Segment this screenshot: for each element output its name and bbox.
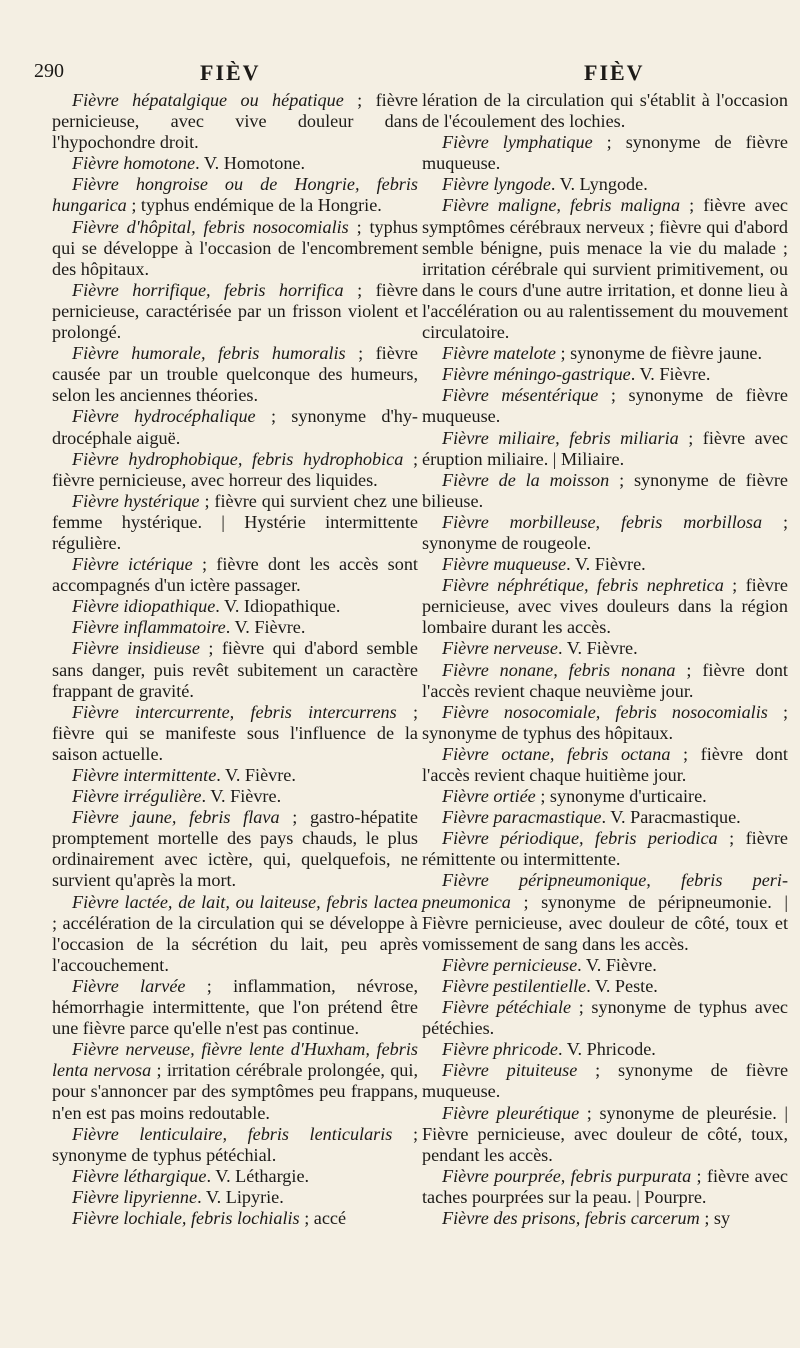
dictionary-entry: Fièvre lenticulaire, febris lenticularis ; synonyme de typhus pétéchial. xyxy=(52,1123,418,1165)
page-number: 290 xyxy=(34,60,64,82)
dictionary-entry: Fièvre irrégulière. V. Fièvre. xyxy=(72,786,282,807)
dictionary-entry: Fièvre nonane, febris nonana ; fièvre dont l'accès revient chaque neuvième jour. xyxy=(422,659,788,701)
dictionary-entry: Fièvre octane, febris octana ; fièvre dont l'accès revient chaque huitième jour. xyxy=(422,743,788,785)
dictionary-entry: Fièvre idiopathique. V. Idiopathique. xyxy=(72,596,341,617)
left-column xyxy=(52,90,418,1229)
dictionary-entry: Fièvre intermittente. V. Fièvre. xyxy=(72,765,296,785)
dictionary-entry: Fièvre phricode. V. Phricode. xyxy=(442,1039,656,1060)
dictionary-entry: Fièvre larvée ; inflammation, névrose, hémorrhagie intermittente, que l'on prétend être une fièvre parce qu'elle n'est pas continue. xyxy=(52,975,418,1039)
dictionary-entry: Fièvre pernicieuse. V. Fièvre. xyxy=(442,954,657,975)
dictionary-entry: Fièvre inflammatoire. V. Fièvre. xyxy=(72,617,306,638)
dictionary-entry: Fièvre pleurétique ; synonyme de pleurésie. | Fièvre pernicieuse, avec douleur de côté, toux, pendant les accès. xyxy=(422,1102,788,1165)
dictionary-entry: Fièvre hystérique ; fièvre qui survient chez une femme hystérique. | Hystérie intermittente régulière. xyxy=(52,490,419,553)
dictionary-entry: Fièvre nerveuse. V. Fièvre. xyxy=(442,638,638,659)
dictionary-entry: Fièvre lyngode. V. Lyngode. xyxy=(442,174,648,195)
dictionary-entry: Fièvre homotone. V. Homotone. xyxy=(72,153,306,174)
dictionary-entry: Fièvre périodique, febris periodica ; fièvre rémittente ou intermittente. xyxy=(422,828,788,870)
dictionary-entry: Fièvre hydrocéphalique ; synonyme d'hydrocéphale aiguë. xyxy=(52,406,418,448)
dictionary-entry: Fièvre horrifique, febris horrifica ; fièvre pernicieuse, caractérisée par un frisson violent et prolongé. xyxy=(52,279,418,343)
dictionary-entry: Fièvre ictérique ; fièvre dont les accès sont accompagnés d'un ictère passager. xyxy=(52,554,418,596)
dictionary-entry: lération de la circulation qui s'établit à l'occasion de l'écoulement des lochies. xyxy=(422,90,788,132)
dictionary-entry: Fièvre méningo-gastrique. V. Fièvre. xyxy=(442,364,711,385)
dictionary-entry: Fièvre des prisons, febris carcerum ; sy xyxy=(442,1207,731,1228)
dictionary-entry: Fièvre lymphatique ; synonyme de fièvre muqueuse. xyxy=(422,132,788,174)
dictionary-entry: Fièvre lochiale, febris lochialis ; accé xyxy=(72,1207,347,1228)
dictionary-entry: Fièvre hongroise ou de Hongrie, febris hungarica ; typhus endémique de la Hongrie. xyxy=(52,174,418,216)
dictionary-entry: Fièvre néphrétique, febris nephretica ; fièvre pernicieuse, avec vives douleurs dans la région lombaire durant les accès. xyxy=(422,575,788,638)
dictionary-entry: Fièvre humorale, febris humoralis ; fièvre causée par un trouble quelconque des humeurs, selon les anciennes théories. xyxy=(52,343,418,406)
dictionary-entry: Fièvre hépatalgique ou hépatique ; fièvre pernicieuse, avec vive douleur dans l'hypochondre droit. xyxy=(52,90,418,153)
running-head-left: FIÈV xyxy=(200,60,261,85)
dictionary-entry: Fièvre pourprée, febris purpurata ; fièvre avec taches pourprées sur la peau. | Pourpre. xyxy=(422,1165,788,1207)
running-head-right: FIÈV xyxy=(584,60,645,85)
dictionary-entry: Fièvre jaune, febris flava ; gastro-hépatite promptement mortelle des pays chauds, le plus ordinairement avec ictère, qui, quelquefois, ne survient qu'après la mort. xyxy=(52,807,419,891)
dictionary-entry: Fièvre nerveuse, fièvre lente d'Huxham, febris lenta nervosa ; irritation cérébrale prolongée, qui, pour s'annoncer par des symptômes peu frappans, n'en est pas moins redoutable. xyxy=(52,1039,419,1123)
dictionary-entry: Fièvre intercurrente, febris intercurrens ; fièvre qui se manifeste sous l'influence de la saison actuelle. xyxy=(52,701,418,764)
dictionary-entry: Fièvre maligne, febris maligna ; fièvre avec symptômes cérébraux nerveux ; fièvre qui d'abord semble bénigne, puis menace la vie du malade ; irritation cérébrale qui survient primitivement, ou dans le cours d'une autre irritation, et donne lieu à l'accélération ou au ralentissement du mouvement circulatoire. xyxy=(422,195,788,343)
dictionary-entry: Fièvre pestilentielle. V. Peste. xyxy=(442,975,658,996)
dictionary-entry: Fièvre lactée, de lait, ou laiteuse, febris lactea ; accélération de la circulation qui se développe à l'occasion de la sécrétion du lait, peu après l'accouchement. xyxy=(52,891,418,975)
page-header xyxy=(0,60,800,90)
dictionary-entry: Fièvre insidieuse ; fièvre qui d'abord semble sans danger, puis revêt subitement un caractère frappant de gravité. xyxy=(52,638,419,701)
dictionary-entry: Fièvre lipyrienne. V. Lipyrie. xyxy=(72,1186,284,1207)
dictionary-entry: Fièvre paracmastique. V. Paracmastique. xyxy=(442,807,741,828)
dictionary-entry: Fièvre pituiteuse ; synonyme de fièvre muqueuse. xyxy=(422,1060,789,1102)
dictionary-entry: Fièvre léthargique. V. Léthargie. xyxy=(72,1165,310,1186)
dictionary-entry: Fièvre de la moisson ; synonyme de fièvre bilieuse. xyxy=(422,469,788,511)
dictionary-entry: Fièvre d'hôpital, febris nosocomialis ; typhus qui se développe à l'occasion de l'encombrement des hôpitaux. xyxy=(52,216,418,279)
dictionary-entry: Fièvre hydrophobique, febris hydrophobica ; fièvre pernicieuse, avec horreur des liquides. xyxy=(52,448,418,490)
dictionary-entry: Fièvre morbilleuse, febris morbillosa ; synonyme de rougeole. xyxy=(422,511,788,553)
dictionary-entry: Fièvre ortiée ; synonyme d'urticaire. xyxy=(442,786,707,807)
dictionary-entry: Fièvre nosocomiale, febris nosocomialis ; synonyme de typhus des hôpitaux. xyxy=(422,701,788,743)
dictionary-entry: Fièvre matelote ; synonyme de fièvre jaune. xyxy=(442,343,763,364)
right-column xyxy=(422,90,788,1229)
dictionary-entry: Fièvre mésentérique ; synonyme de fièvre muqueuse. xyxy=(422,385,788,427)
dictionary-entry: Fièvre muqueuse. V. Fièvre. xyxy=(442,554,646,575)
dictionary-entry: Fièvre miliaire, febris miliaria ; fièvre avec éruption miliaire. | Miliaire. xyxy=(422,427,788,469)
dictionary-entry: Fièvre pétéchiale ; synonyme de typhus avec pétéchies. xyxy=(422,997,789,1039)
dictionary-entry: Fièvre péripneumonique, febris peripneumonica ; synonyme de péripneumonie. | Fièvre pernicieuse, avec douleur de côté, toux et vomissement de sang dans les accès. xyxy=(422,870,788,954)
